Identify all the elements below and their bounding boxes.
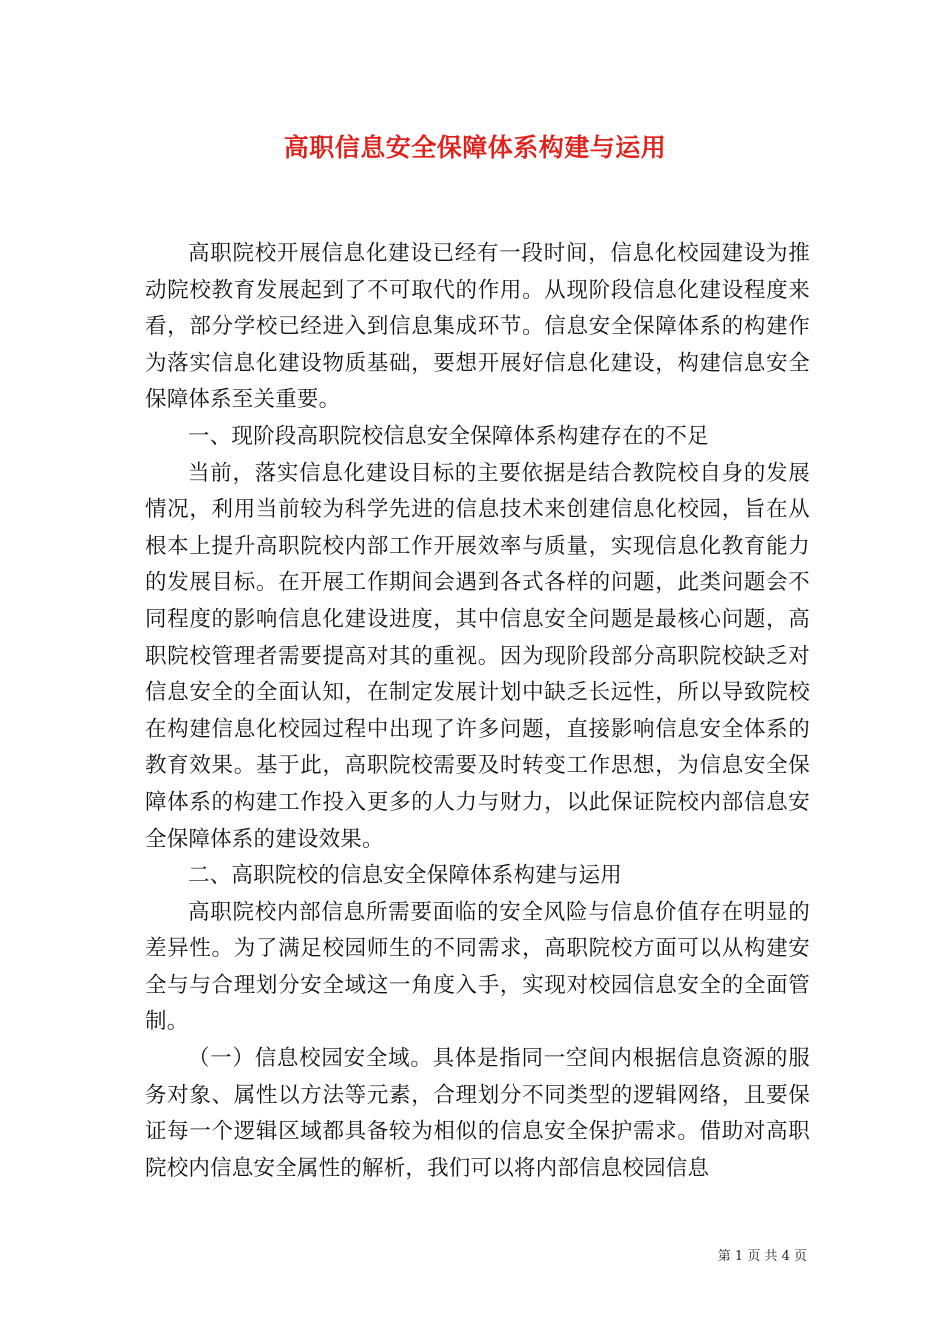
document-body xyxy=(145,236,810,1187)
section-heading-1: 一、现阶段高职院校信息安全保障体系构建存在的不足 xyxy=(188,423,709,449)
paragraph-section-1: 当前，落实信息化建设目标的主要依据是结合教院校自身的发展情况，利用当前较为科学先进的信息技术来创建信息化校园，旨在从根本上提升高职院校内部工作开展效率与质量，实现信息化教育能力的发展目标。在开展工作期间会遇到各式各样的问题，此类问题会不同程度的影响信息化建设进度，其中信息安全问题是最核心问题，高职院校管理者需要提高对其的重视。因为现阶段部分高职院校缺乏对信息安全的全面认知，在制定发展计划中缺乏长远性，所以导致院校在构建信息化校园过程中出现了许多问题，直接影响信息安全体系的教育效果。基于此，高职院校需要及时转变工作思想，为信息安全保障体系的构建工作投入更多的人力与财力，以此保证院校内部信息安全保障体系的建设效果。 xyxy=(145,460,810,852)
paragraph-subsection-1: （一）信息校园安全域。具体是指同一空间内根据信息资源的服务对象、属性以方法等元素，合理划分不同类型的逻辑网络，且要保证每一个逻辑区域都具备较为相似的信息安全保护需求。借助对高职院校内信息安全属性的解析，我们可以将内部信息校园信息 xyxy=(145,1046,810,1181)
paragraph-intro: 高职院校开展信息化建设已经有一段时间，信息化校园建设为推动院校教育发展起到了不可取代的作用。从现阶段信息化建设程度来看，部分学校已经进入到信息集成环节。信息安全保障体系的构建作为落实信息化建设物质基础，要想开展好信息化建设，构建信息安全保障体系至关重要。 xyxy=(145,241,810,413)
paragraph-section-2: 高职院校内部信息所需要面临的安全风险与信息价值存在明显的差异性。为了满足校园师生的不同需求，高职院校方面可以从构建安全与与合理划分安全域这一角度入手，实现对校园信息安全的全面管制。 xyxy=(145,899,810,1035)
page-number-footer: 第 1 页 共 4 页 xyxy=(717,1249,807,1264)
document-title: 高职信息安全保障体系构建与运用 xyxy=(283,133,667,162)
section-heading-2: 二、高职院校的信息安全保障体系构建与运用 xyxy=(188,863,623,889)
